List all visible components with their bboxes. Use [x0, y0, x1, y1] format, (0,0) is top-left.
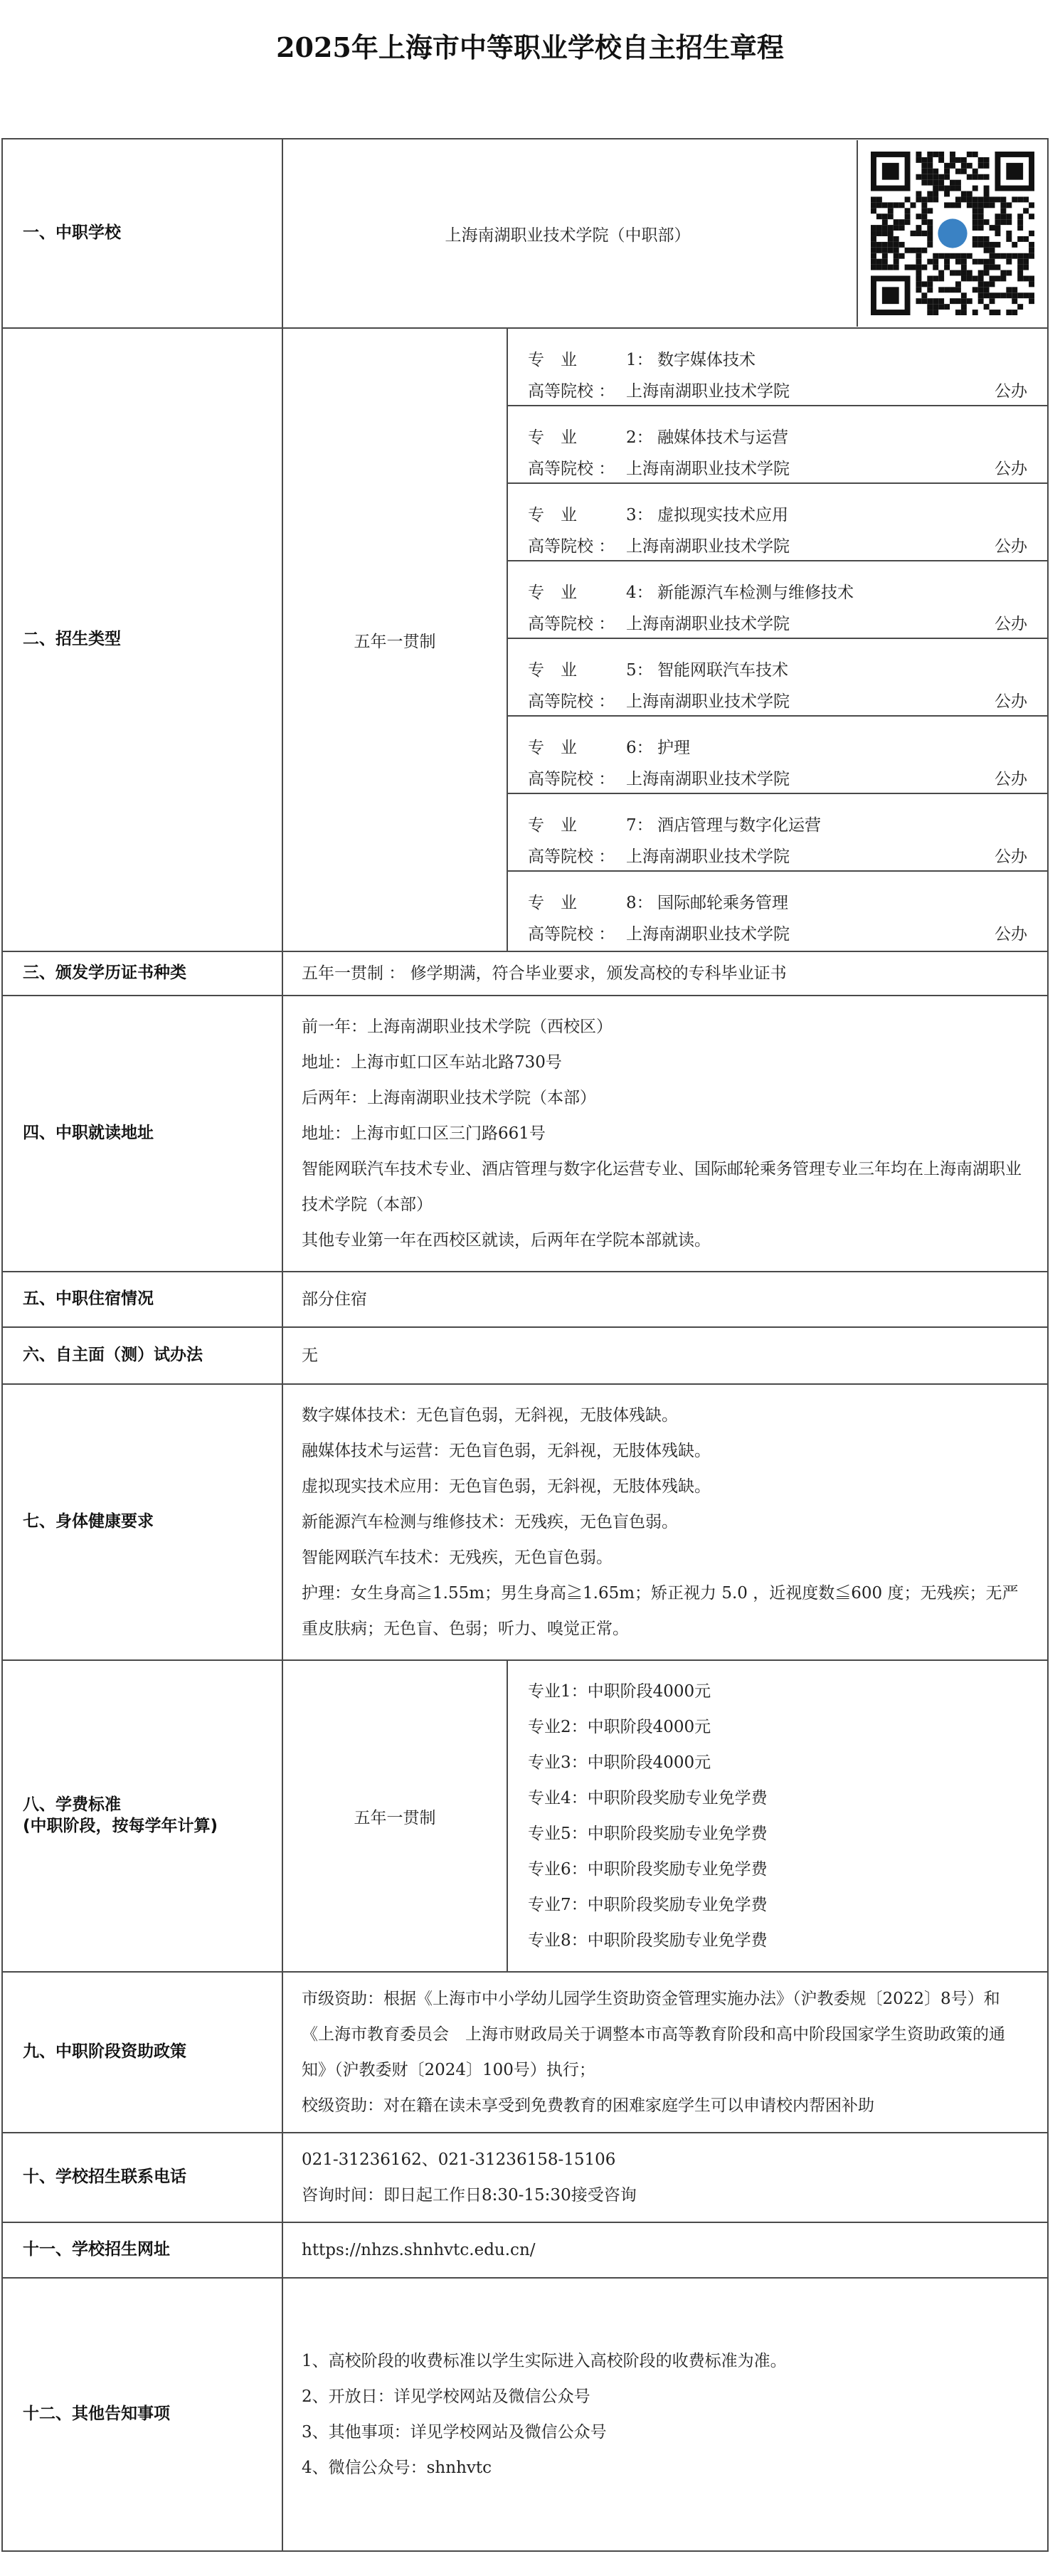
- major-prefix: 专 业: [528, 428, 577, 447]
- college-prefix: 高等院校 ：: [528, 460, 615, 478]
- major-prefix: 专 业: [528, 816, 577, 835]
- major-prefix: 专 业: [528, 894, 577, 912]
- row-label: 十、学校招生联系电话: [2, 2133, 282, 2222]
- college-name: 上海南湖职业技术学院: [626, 692, 790, 711]
- text-line: 地址：上海市虹口区车站北路730号: [302, 1053, 562, 1072]
- ownership-tag: 公办: [995, 848, 1027, 866]
- text-line: 前一年：上海南湖职业技术学院（西校区）: [302, 1018, 613, 1036]
- major-line: [528, 887, 1027, 919]
- fee-item: 专业2：中职阶段4000元: [528, 1718, 711, 1736]
- major-no: 1：: [626, 351, 653, 369]
- row-label: 七、身体健康要求: [2, 1384, 282, 1660]
- row-phone: [2, 2133, 1048, 2222]
- text-line: 校级资助：对在籍在读未享受到免费教育的困难家庭学生可以申请校内帮困补助: [302, 2096, 874, 2115]
- program-type: 五年一贯制: [282, 328, 507, 951]
- row-label: 十一、学校招生网址: [2, 2222, 282, 2278]
- fee-item: 专业8：中职阶段奖励专业免学费: [528, 1931, 768, 1950]
- text-line: 后两年：上海南湖职业技术学院（本部）: [302, 1089, 596, 1107]
- ownership-tag: 公办: [995, 537, 1027, 556]
- row-test: [2, 1327, 1048, 1384]
- text-line: 融媒体技术与运营：无色盲色弱，无斜视，无肢体残缺。: [302, 1442, 711, 1460]
- major-name: 国际邮轮乘务管理: [657, 894, 788, 912]
- major-item: [508, 794, 1047, 872]
- row-label: 四、中职就读地址: [2, 996, 282, 1272]
- fee-item: 专业4：中职阶段奖励专业免学费: [528, 1789, 768, 1807]
- row-aid: [2, 1972, 1048, 2133]
- consult-hours: 咨询时间：即日起工作日8:30-15:30接受咨询: [302, 2186, 637, 2205]
- college-line: [528, 764, 1027, 795]
- row-address: [2, 996, 1048, 1272]
- major-name: 护理: [657, 739, 690, 757]
- ownership-tag: 公办: [995, 460, 1027, 478]
- fee-item: 专业3：中职阶段4000元: [528, 1753, 711, 1772]
- row-health: [2, 1384, 1048, 1660]
- program-type: 五年一贯制: [282, 1660, 507, 1972]
- row-school: [2, 139, 1048, 328]
- major-name: 酒店管理与数字化运营: [657, 816, 821, 835]
- row-label: 六、自主面（测）试办法: [2, 1327, 282, 1384]
- college-prefix: 高等院校 ：: [528, 537, 615, 556]
- major-name: 融媒体技术与运营: [657, 428, 788, 447]
- college-name: 上海南湖职业技术学院: [626, 615, 790, 633]
- text-line: 1、高校阶段的收费标准以学生实际进入高校阶段的收费标准为准。: [302, 2352, 787, 2370]
- major-no: 4：: [626, 584, 653, 602]
- major-item: [508, 872, 1047, 949]
- college-line: [528, 841, 1027, 872]
- major-line: [528, 655, 1027, 686]
- college-name: 上海南湖职业技术学院: [626, 537, 790, 556]
- major-no: 2：: [626, 428, 653, 447]
- major-no: 3：: [626, 506, 653, 524]
- college-line: [528, 453, 1027, 485]
- major-line: [528, 577, 1027, 608]
- row-type: [2, 328, 1048, 951]
- row-cert: [2, 951, 1048, 996]
- ownership-tag: 公办: [995, 925, 1027, 944]
- admission-table: [1, 138, 1049, 2552]
- text-line: 智能网联汽车技术专业、酒店管理与数字化运营专业、国际邮轮乘务管理专业三年均在上海南湖职业技术学院（本部）: [302, 1160, 1022, 1214]
- major-line: [528, 500, 1027, 531]
- row-label: 九、中职阶段资助政策: [2, 1972, 282, 2133]
- major-prefix: 专 业: [528, 506, 577, 524]
- major-no: 8：: [626, 894, 653, 912]
- fee-item: 专业1：中职阶段4000元: [528, 1682, 711, 1701]
- major-line: [528, 344, 1027, 376]
- fee-item: 专业6：中职阶段奖励专业免学费: [528, 1860, 768, 1879]
- major-no: 7：: [626, 816, 653, 835]
- test-text: 无: [282, 1327, 1048, 1384]
- college-prefix: 高等院校 ：: [528, 770, 615, 788]
- ownership-tag: 公办: [995, 615, 1027, 633]
- major-no: 6：: [626, 739, 653, 757]
- college-prefix: 高等院校 ：: [528, 382, 615, 401]
- text-line: 护理：女生身高≧1.55m；男生身高≧1.65m；矫正视力 5.0 ，近视度数≦600 度；无残疾；无严重皮肤病；无色盲、色弱；听力、嗅觉正常。: [302, 1584, 1019, 1638]
- college-name: 上海南湖职业技术学院: [626, 460, 790, 478]
- major-item: [508, 329, 1047, 406]
- college-name: 上海南湖职业技术学院: [626, 770, 790, 788]
- major-item: [508, 484, 1047, 561]
- row-label: 五、中职住宿情况: [2, 1272, 282, 1327]
- college-prefix: 高等院校 ：: [528, 848, 615, 866]
- text-line: 虚拟现实技术应用：无色盲色弱，无斜视，无肢体残缺。: [302, 1477, 711, 1496]
- major-prefix: 专 业: [528, 351, 577, 369]
- website-link[interactable]: https://nhzs.shnhvtc.edu.cn/: [302, 2241, 536, 2259]
- row-other: [2, 2278, 1048, 2551]
- college-prefix: 高等院校 ：: [528, 692, 615, 711]
- text-line: 其他专业第一年在西校区就读，后两年在学院本部就读。: [302, 1231, 711, 1250]
- row-web: [2, 2222, 1048, 2278]
- college-line: [528, 608, 1027, 640]
- college-prefix: 高等院校 ：: [528, 615, 615, 633]
- text-line: 新能源汽车检测与维修技术：无残疾，无色盲色弱。: [302, 1513, 678, 1531]
- major-line: [528, 810, 1027, 841]
- row-label: 八、学费标准: [23, 1795, 121, 1815]
- major-list: [508, 329, 1047, 949]
- school-name: 上海南湖职业技术学院（中职部）: [445, 226, 691, 245]
- major-item: [508, 561, 1047, 639]
- major-line: [528, 732, 1027, 764]
- major-name: 虚拟现实技术应用: [657, 506, 788, 524]
- row-label: 一、中职学校: [2, 139, 282, 328]
- ownership-tag: 公办: [995, 770, 1027, 788]
- text-line: 智能网联汽车技术：无残疾，无色盲色弱。: [302, 1548, 613, 1567]
- ownership-tag: 公办: [995, 382, 1027, 401]
- major-no: 5：: [626, 661, 653, 680]
- text-line: 地址：上海市虹口区三门路661号: [302, 1124, 546, 1143]
- college-prefix: 高等院校 ：: [528, 925, 615, 944]
- college-line: [528, 531, 1027, 562]
- ownership-tag: 公办: [995, 692, 1027, 711]
- qr-code-icon: [871, 152, 1034, 315]
- fee-item: 专业5：中职阶段奖励专业免学费: [528, 1825, 768, 1843]
- row-fee: [2, 1660, 1048, 1972]
- row-label: 三、颁发学历证书种类: [2, 951, 282, 996]
- phone-numbers: 021-31236162、021-31236158-15106: [302, 2150, 616, 2169]
- text-line: 2、开放日：详见学校网站及微信公众号: [302, 2387, 590, 2406]
- major-name: 新能源汽车检测与维修技术: [657, 584, 854, 602]
- text-line: 市级资助：根据《上海市中小学幼儿园学生资助资金管理实施办法》（沪教委规〔2022〕8号）和《上海市教育委员会 上海市财政局关于调整本市高等教育阶段和高中阶段国家学生资助政策的通知》（沪教委财〔2024〕100号）执行；: [302, 1990, 1005, 2079]
- page-title: 2025年上海市中等职业学校自主招生章程: [276, 31, 784, 63]
- row-label: 二、招生类型: [2, 328, 282, 951]
- college-name: 上海南湖职业技术学院: [626, 925, 790, 944]
- major-name: 智能网联汽车技术: [657, 661, 788, 680]
- major-item: [508, 406, 1047, 484]
- cert-text: 五年一贯制 ： 修学期满，符合毕业要求，颁发高校的专科毕业证书: [282, 951, 1048, 996]
- major-prefix: 专 业: [528, 584, 577, 602]
- fee-item: 专业7：中职阶段奖励专业免学费: [528, 1896, 768, 1914]
- text-line: 4、微信公众号：shnhvtc: [302, 2459, 492, 2477]
- dorm-text: 部分住宿: [282, 1272, 1048, 1327]
- major-prefix: 专 业: [528, 739, 577, 757]
- major-name: 数字媒体技术: [657, 351, 756, 369]
- major-prefix: 专 业: [528, 661, 577, 680]
- text-line: 数字媒体技术：无色盲色弱，无斜视，无肢体残缺。: [302, 1406, 678, 1425]
- fee-list: [508, 1665, 1047, 1967]
- major-item: [508, 639, 1047, 717]
- college-line: [528, 376, 1027, 407]
- qr-code[interactable]: [857, 140, 1047, 327]
- row-dorm: [2, 1272, 1048, 1327]
- major-item: [508, 717, 1047, 794]
- college-name: 上海南湖职业技术学院: [626, 382, 790, 401]
- college-name: 上海南湖职业技术学院: [626, 848, 790, 866]
- text-line: 3、其他事项：详见学校网站及微信公众号: [302, 2423, 607, 2442]
- college-line: [528, 919, 1027, 950]
- row-label-sub: (中职阶段，按每学年计算): [23, 1817, 218, 1835]
- college-line: [528, 686, 1027, 717]
- row-label: 十二、其他告知事项: [2, 2278, 282, 2551]
- major-line: [528, 422, 1027, 453]
